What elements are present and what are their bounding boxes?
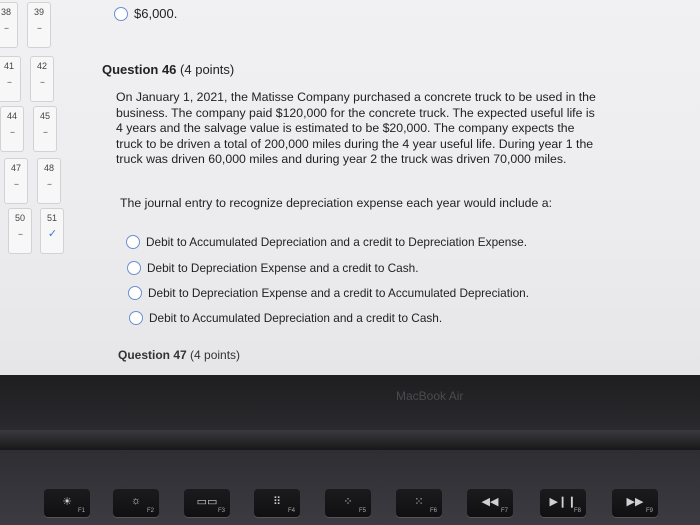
fn-label: F9 <box>645 508 653 514</box>
fn-label: F1 <box>77 508 85 514</box>
answer-option-4[interactable] <box>129 311 442 325</box>
question-title: Question 46 <box>102 62 177 77</box>
kbd-light-up-key[interactable] <box>396 489 442 517</box>
nav-question-38[interactable] <box>0 2 18 48</box>
nav-status: -- <box>18 229 22 239</box>
rewind-icon: ◀◀ <box>481 496 499 508</box>
radio-button[interactable] <box>114 7 128 21</box>
nav-number: 50 <box>14 213 25 223</box>
nav-status: -- <box>10 127 14 137</box>
option-label: $6,000. <box>134 6 178 21</box>
nav-status: -- <box>47 179 51 189</box>
nav-number: 44 <box>6 111 17 121</box>
question-points: (4 points) <box>180 62 235 77</box>
nav-number: 51 <box>46 213 57 223</box>
nav-status: -- <box>40 77 44 87</box>
keyboard-light-down-icon: ⁘ <box>343 496 353 508</box>
launchpad-key[interactable] <box>254 489 300 517</box>
nav-status: -- <box>4 23 8 33</box>
laptop-brand-label: MacBook Air <box>396 389 464 403</box>
kbd-light-down-key[interactable] <box>325 489 371 517</box>
option-label: Debit to Depreciation Expense and a credit to Cash. <box>147 261 419 275</box>
mission-control-icon: ▭▭ <box>196 496 218 508</box>
question-heading <box>102 62 234 77</box>
fn-label: F8 <box>573 508 581 514</box>
option-label: Debit to Accumulated Depreciation and a credit to Depreciation Expense. <box>146 235 527 249</box>
nav-question-44[interactable] <box>0 106 24 152</box>
fn-label: F6 <box>429 508 437 514</box>
nav-number: 38 <box>0 7 11 17</box>
fn-label: F4 <box>287 508 295 514</box>
nav-question-45[interactable] <box>33 106 57 152</box>
answer-option-2[interactable] <box>127 261 418 275</box>
brightness-down-icon: ☀ <box>62 496 72 508</box>
nav-number: 48 <box>43 163 54 173</box>
nav-number: 42 <box>36 61 47 71</box>
mission-control-key[interactable] <box>184 489 230 517</box>
previous-answer-option[interactable] <box>114 6 177 21</box>
option-label: Debit to Accumulated Depreciation and a credit to Cash. <box>149 311 443 325</box>
launchpad-icon: ⠿ <box>272 496 282 508</box>
rewind-key[interactable] <box>467 489 513 517</box>
next-question-heading <box>118 348 240 362</box>
answer-option-3[interactable] <box>128 286 529 300</box>
nav-status: -- <box>37 23 41 33</box>
answer-option-1[interactable] <box>126 235 527 249</box>
brightness-up-key[interactable] <box>113 489 159 517</box>
nav-number: 41 <box>3 61 14 71</box>
question-body: On January 1, 2021, the Matisse Company purchased a concrete truck to be used in the business. The company paid $120,000 for the concrete truck. The expected useful life is 4 years and the salvage value is estimated to be $20,000. The company expects the truck to be driven a total of 200,000 miles during the 4 year useful life. During year 1 the truck was driven 60,000 miles and during year 2 the truck was driven 70,000 miles. <box>116 90 596 167</box>
nav-number: 47 <box>10 163 21 173</box>
fast-forward-key[interactable] <box>612 489 658 517</box>
nav-number: 39 <box>33 7 44 17</box>
fn-label: F7 <box>500 508 508 514</box>
answered-check-icon: ✓ <box>47 228 57 240</box>
play-pause-icon: ▶❙❙ <box>549 496 577 508</box>
nav-question-50[interactable] <box>8 208 32 254</box>
nav-question-41[interactable] <box>0 56 21 102</box>
brightness-down-key[interactable] <box>44 489 90 517</box>
next-question-points: (4 points) <box>190 348 241 362</box>
question-prompt: The journal entry to recognize depreciation expense each year would include a: <box>120 196 553 210</box>
radio-button[interactable] <box>127 261 141 275</box>
nav-question-48[interactable] <box>37 158 61 204</box>
radio-button[interactable] <box>126 235 140 249</box>
fn-label: F3 <box>217 508 225 514</box>
brightness-up-icon: ☼ <box>130 495 142 507</box>
nav-number: 45 <box>39 111 50 121</box>
play-pause-key[interactable] <box>540 489 586 517</box>
keyboard-light-up-icon: ⁙ <box>414 496 424 508</box>
nav-status: -- <box>43 127 47 137</box>
laptop-hinge <box>0 430 700 450</box>
nav-question-42[interactable] <box>30 56 54 102</box>
fn-label: F2 <box>146 508 154 514</box>
nav-status: -- <box>14 179 18 189</box>
nav-status: -- <box>7 77 11 87</box>
option-label: Debit to Depreciation Expense and a credit to Accumulated Depreciation. <box>148 286 529 300</box>
nav-question-47[interactable] <box>4 158 28 204</box>
fast-forward-icon: ▶▶ <box>626 496 644 508</box>
nav-question-51[interactable] <box>40 208 64 254</box>
next-question-title: Question 47 <box>118 348 187 362</box>
question-navigator <box>0 0 70 375</box>
radio-button[interactable] <box>129 311 143 325</box>
fn-label: F5 <box>358 508 366 514</box>
radio-button[interactable] <box>128 286 142 300</box>
laptop-bezel <box>0 375 700 430</box>
nav-question-39[interactable] <box>27 2 51 48</box>
